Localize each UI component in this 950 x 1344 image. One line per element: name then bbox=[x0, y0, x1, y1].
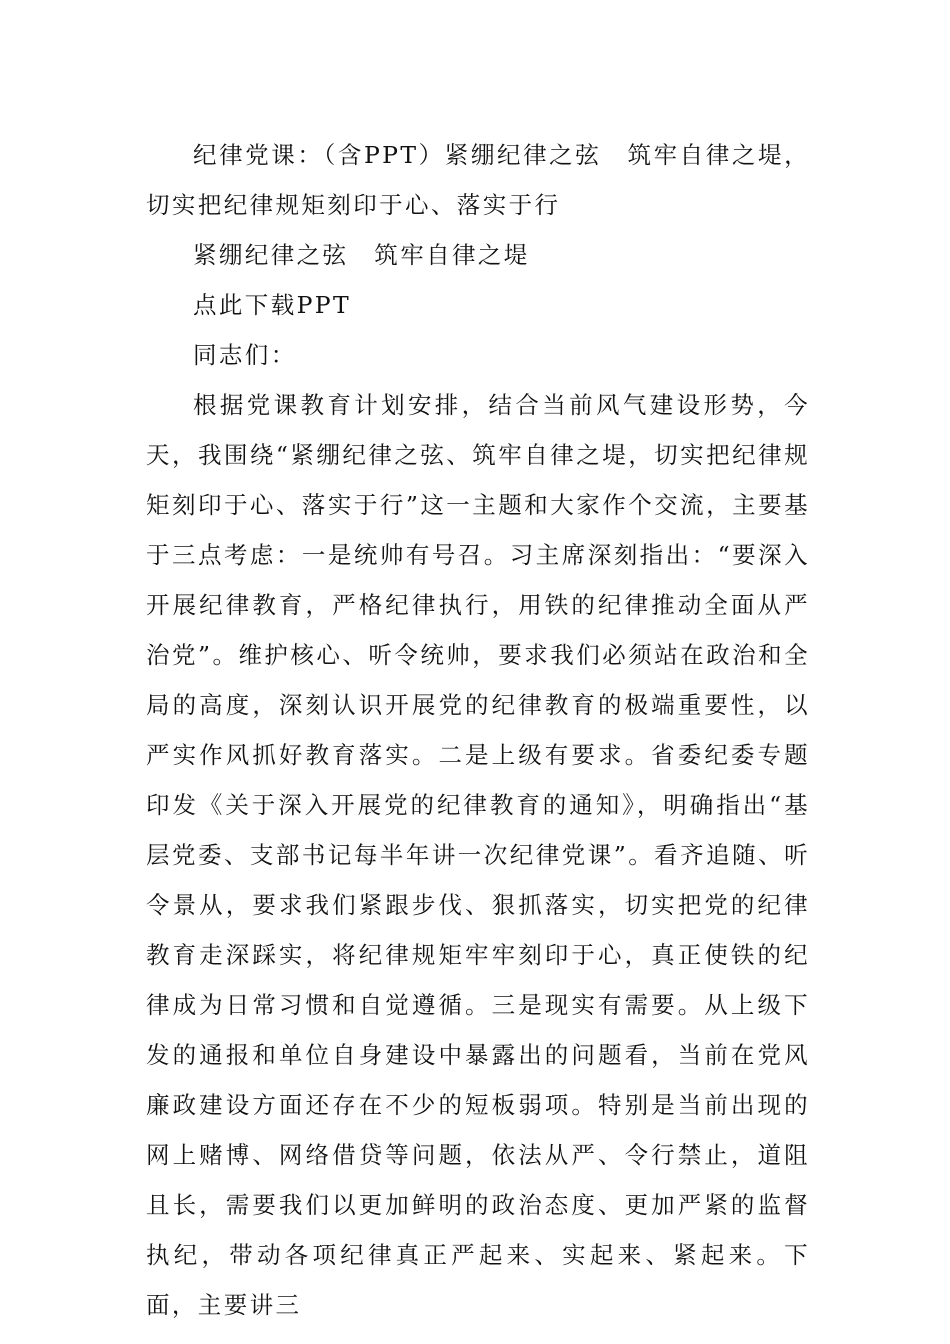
ppt-download-link[interactable]: 点此下载PPT bbox=[193, 291, 352, 319]
document-subtitle: 紧绷纪律之弦 筑牢自律之堤 bbox=[193, 241, 530, 269]
document-title: 纪律党课：（含PPT）紧绷纪律之弦 筑牢自律之堤，切实把纪律规矩刻印于心、落实于行 bbox=[146, 141, 810, 219]
greeting: 同志们： bbox=[193, 341, 297, 369]
body-paragraph: 根据党课教育计划安排，结合当前风气建设形势，今天，我围绕“紧绷纪律之弦、筑牢自律之堤，切实把纪律规矩刻印于心、落实于行”这一主题和大家作个交流，主要基于三点考虑：一是统帅有号召。习主席深刻指出：“要深入开展纪律教育，严格纪律执行，用铁的纪律推动全面从严治党”。维护核心、听令统帅，要求我们必须站在政治和全局的高度，深刻认识开展党的纪律教育的极端重要性，以严实作风抓好教育落实。二是上级有要求。省委纪委专题印发《关于深入开展党的纪律教育的通知》，明确指出“基层党委、支部书记每半年讲一次纪律党课”。看齐追随、听令景从，要求我们紧跟步伐、狠抓落实，切实把党的纪律教育走深踩实，将纪律规矩牢牢刻印于心，真正使铁的纪律成为日常习惯和自觉遵循。三是现实有需要。从上级下发的通报和单位自身建设中暴露出的问题看，当前在党风廉政建设方面还存在不少的短板弱项。特别是当前出现的网上赌博、网络借贷等问题，依法从严、令行禁止，道阻且长，需要我们以更加鲜明的政治态度、更加严紧的监督执纪，带动各项纪律真正严起来、实起来、紧起来。下面，主要讲三 bbox=[146, 391, 810, 1319]
document-text bbox=[146, 130, 810, 1330]
